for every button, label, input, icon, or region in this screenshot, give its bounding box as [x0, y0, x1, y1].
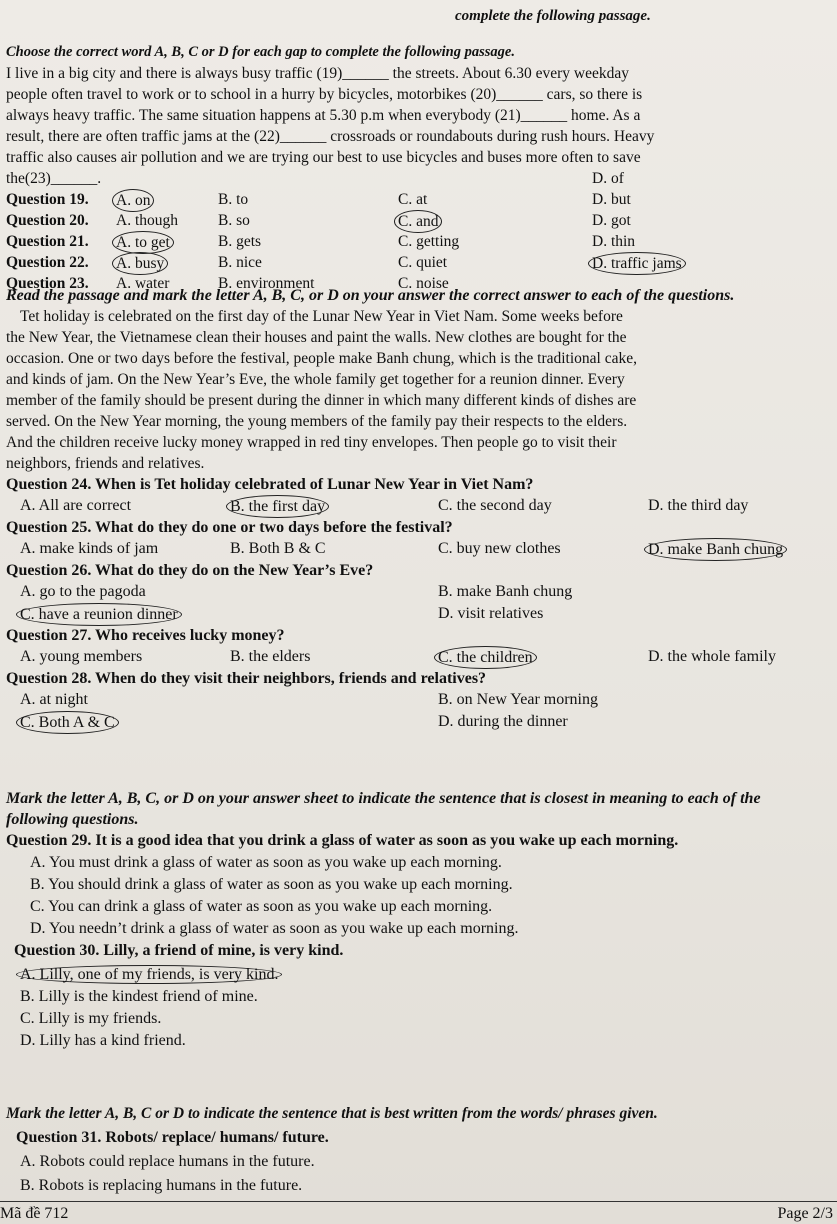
q31-option-b[interactable]: B. Robots is replacing humans in the future.	[20, 1177, 303, 1194]
q19-label: Question 19.	[6, 191, 89, 208]
passage-line: member of the family should be present during the dinner in which many different kinds of dishes are	[6, 392, 637, 409]
q31-stem: Question 31. Robots/ replace/ humans/ future.	[16, 1129, 329, 1146]
q21-row	[6, 231, 831, 252]
passage-line: occasion. One or two days before the festival, people make Banh chung, which is the traditional cake,	[6, 350, 637, 367]
sentence-building-section	[6, 1103, 831, 1199]
q30-stem: Question 30. Lilly, a friend of mine, is very kind.	[14, 942, 344, 959]
q27-option-d[interactable]: D. the whole family	[648, 648, 776, 665]
passage-line: traffic also causes air pollution and we are trying our best to use bicycles and buses more often to save	[6, 149, 641, 166]
q26-option-b[interactable]: B. make Banh chung	[438, 583, 573, 600]
q22-option-b[interactable]: B. nice	[218, 254, 262, 271]
passage-line: I live in a big city and there is always busy traffic (19)______ the streets. About 6.30 every weekday	[6, 65, 629, 82]
q19-option-b[interactable]: B. to	[218, 191, 249, 208]
q26-options-1	[6, 581, 831, 603]
passage-line: the(23)______.	[6, 170, 102, 187]
q24-options	[6, 495, 831, 517]
q25-option-a[interactable]: A. make kinds of jam	[20, 540, 159, 557]
q26-stem: Question 26. What do they do on the New Year’s Eve?	[6, 562, 374, 579]
q29-option-a[interactable]: A. You must drink a glass of water as soon as you wake up each morning.	[30, 854, 502, 871]
q19-row	[6, 189, 831, 210]
page-number: Page 2/3	[777, 1205, 833, 1222]
q20-option-c[interactable]: C. and	[394, 210, 442, 233]
q29-option-d[interactable]: D. You needn’t drink a glass of water as soon as you wake up each morning.	[30, 920, 519, 937]
reading-instruction: Read the passage and mark the letter A, B, C, or D on your answer the correct answer to each of the questions.	[6, 287, 735, 304]
q30-option-a-text: A. Lilly, one of my friends, is very kind.	[16, 965, 282, 984]
q21-option-a[interactable]: A. to get	[112, 231, 174, 254]
q21-option-d[interactable]: D. thin	[592, 233, 636, 250]
q30-option-b[interactable]: B. Lilly is the kindest friend of mine.	[20, 988, 258, 1005]
q27-option-a[interactable]: A. young members	[20, 648, 143, 665]
q24-option-c[interactable]: C. the second day	[438, 497, 552, 514]
q25-stem: Question 25. What do they do one or two days before the festival?	[6, 519, 453, 536]
q29-stem: Question 29. It is a good idea that you drink a glass of water as soon as you wake up each morning.	[6, 832, 679, 849]
cloze-section	[6, 42, 831, 294]
q20-row	[6, 210, 831, 231]
q31-option-a[interactable]: A. Robots could replace humans in the future.	[20, 1153, 315, 1170]
passage-line: result, there are often traffic jams at the (22)______ crossroads or roundabouts during rush hours. Heavy	[6, 128, 655, 145]
q19-option-a[interactable]: A. on	[112, 189, 154, 212]
q28-option-a[interactable]: A. at night	[20, 691, 88, 708]
q24-stem: Question 24. When is Tet holiday celebrated of Lunar New Year in Viet Nam?	[6, 476, 534, 493]
q22-row	[6, 252, 831, 273]
q26-options-2	[6, 603, 831, 625]
q25-options	[6, 538, 831, 560]
q23-label: Question 23.	[6, 275, 89, 292]
q24-option-a[interactable]: A. All are correct	[20, 497, 132, 514]
q24-option-b[interactable]: B. the first day	[226, 495, 329, 518]
q22-option-d[interactable]: D. traffic jams	[588, 252, 686, 275]
q21-option-c[interactable]: C. getting	[398, 233, 460, 250]
passage-line: the New Year, the Vietnamese clean their houses and paint the walls. New clothes are bought for the	[6, 329, 627, 346]
page-footer	[0, 1201, 837, 1224]
q22-option-a[interactable]: A. busy	[112, 252, 168, 275]
q26-option-a[interactable]: A. go to the pagoda	[20, 583, 146, 600]
q30-option-c[interactable]: C. Lilly is my friends.	[20, 1010, 162, 1027]
q29-option-b[interactable]: B. You should drink a glass of water as soon as you wake up each morning.	[30, 876, 513, 893]
q26-option-c[interactable]: C. have a reunion dinner	[16, 603, 182, 626]
q28-option-c[interactable]: C. Both A & C	[16, 711, 119, 734]
q23-option-a[interactable]: A. water	[116, 275, 170, 292]
header-fragment: complete the following passage.	[455, 8, 651, 24]
passage-line: neighbors, friends and relatives.	[6, 455, 205, 472]
q21-option-b[interactable]: B. gets	[218, 233, 262, 250]
passage-line-last	[6, 168, 831, 189]
q27-stem: Question 27. Who receives lucky money?	[6, 627, 285, 644]
passage-line: always heavy traffic. The same situation happens at 5.30 p.m when everybody (21)______ home. As a	[6, 107, 641, 124]
q19-option-c[interactable]: C. at	[398, 191, 428, 208]
q29-option-c[interactable]: C. You can drink a glass of water as soon as you wake up each morning.	[30, 898, 493, 915]
q28-options-1	[6, 689, 831, 711]
passage-line: served. On the New Year morning, the young members of the family pay their respects to the elders.	[6, 413, 628, 430]
q28-stem: Question 28. When do they visit their neighbors, friends and relatives?	[6, 670, 487, 687]
meaning-instruction: Mark the letter A, B, C, or D on your answer sheet to indicate the sentence that is closest in meaning to each of the following questions.	[6, 790, 761, 828]
q27-options	[6, 646, 831, 668]
passage-line: and kinds of jam. On the New Year’s Eve, the whole family get together for a reunion dinner. Every	[6, 371, 625, 388]
q20-option-d[interactable]: D. got	[592, 212, 631, 229]
q25-option-d[interactable]: D. make Banh chung	[644, 538, 787, 561]
q19-option-d-alt[interactable]: D. but	[592, 191, 631, 208]
passage-line: Tet holiday is celebrated on the first day of the Lunar New Year in Viet Nam. Some weeks before	[20, 308, 623, 325]
q24-option-d[interactable]: D. the third day	[648, 497, 749, 514]
q21-label: Question 21.	[6, 233, 89, 250]
meaning-section	[6, 788, 831, 1052]
passage-line: And the children receive lucky money wrapped in red tiny envelopes. Then people go to visit their	[6, 434, 617, 451]
q28-options-2	[6, 711, 831, 733]
q23-option-b[interactable]: B. environment	[218, 275, 315, 292]
passage-line: people often travel to work or to school in a hurry by bicycles, motorbikes (20)______ cars, so there is	[6, 86, 643, 103]
q22-label: Question 22.	[6, 254, 89, 271]
q19-option-d[interactable]: D. of	[592, 170, 624, 187]
sentence-instruction: Mark the letter A, B, C or D to indicate the sentence that is best written from the words/ phrases given.	[6, 1105, 658, 1122]
q20-option-b[interactable]: B. so	[218, 212, 250, 229]
reading-section	[6, 285, 831, 733]
q30-option-a[interactable]	[6, 964, 831, 986]
q27-option-b[interactable]: B. the elders	[230, 648, 311, 665]
q27-option-c[interactable]: C. the children	[434, 646, 537, 669]
q20-label: Question 20.	[6, 212, 89, 229]
q28-option-b[interactable]: B. on New Year morning	[438, 691, 598, 708]
q28-option-d[interactable]: D. during the dinner	[438, 713, 568, 730]
q30-option-d[interactable]: D. Lilly has a kind friend.	[20, 1032, 186, 1049]
q25-option-c[interactable]: C. buy new clothes	[438, 540, 561, 557]
q20-option-a[interactable]: A. though	[116, 212, 178, 229]
q23-option-c[interactable]: C. noise	[398, 275, 449, 292]
q25-option-b[interactable]: B. Both B & C	[230, 540, 326, 557]
q22-option-c[interactable]: C. quiet	[398, 254, 448, 271]
q26-option-d[interactable]: D. visit relatives	[438, 605, 544, 622]
exam-code: Mã đề 712	[0, 1205, 69, 1222]
cloze-instruction: Choose the correct word A, B, C or D for each gap to complete the following passage.	[6, 44, 515, 60]
